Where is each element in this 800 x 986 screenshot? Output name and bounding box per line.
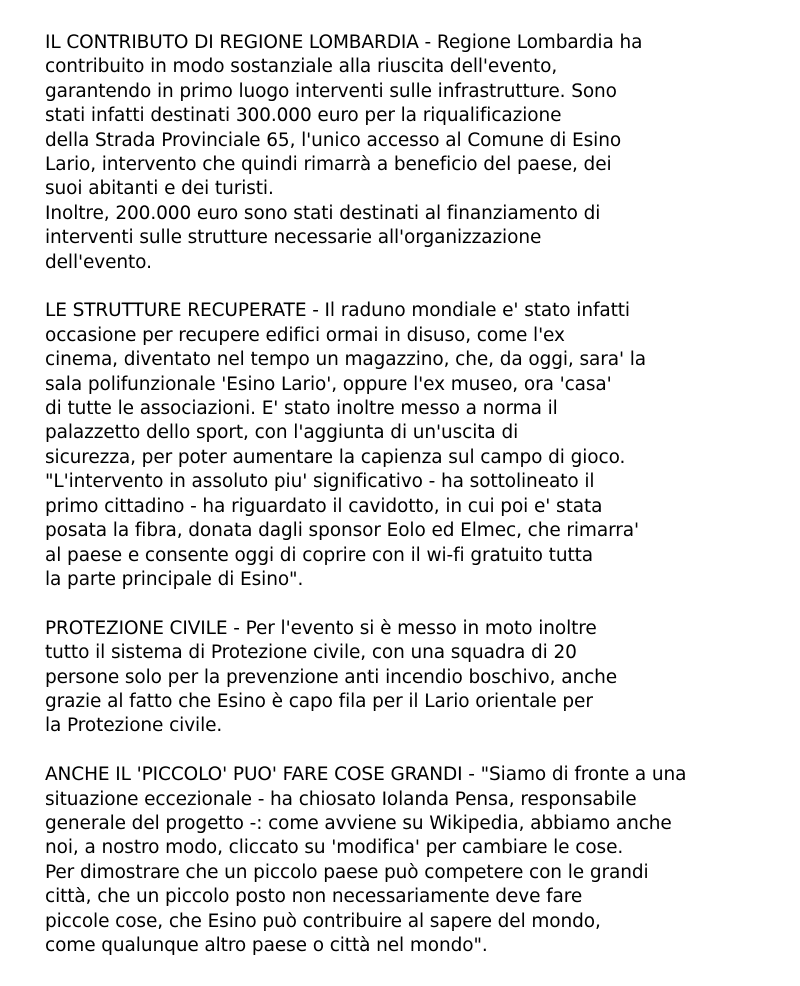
text-line: palazzetto dello sport, con l'aggiunta di un'uscita di: [45, 422, 519, 444]
text-line: cinema, diventato nel tempo un magazzino, che, da oggi, sara' la: [45, 349, 647, 371]
text-line: interventi sulle strutture necessarie all'organizzazione: [45, 227, 542, 249]
paragraph-strutture-recuperate: [45, 299, 790, 592]
text-line: posata la fibra, donata dagli sponsor Eolo ed Elmec, che rimarra': [45, 520, 640, 542]
text-line: Per dimostrare che un piccolo paese può competere con le grandi: [45, 861, 649, 883]
text-line: grazie al fatto che Esino è capo fila per il Lario orientale per: [45, 690, 593, 712]
text-line: ANCHE IL 'PICCOLO' PUO' FARE COSE GRANDI - "Siamo di fronte a una: [45, 764, 687, 786]
text-line: occasione per recupere edifici ormai in disuso, come l'ex: [45, 324, 565, 346]
document-body: [45, 31, 790, 983]
text-line: garantendo in primo luogo interventi sulle infrastrutture. Sono: [45, 80, 617, 102]
text-line: sicurezza, per poter aumentare la capienza sul campo di gioco.: [45, 446, 626, 468]
text-line: noi, a nostro modo, cliccato su 'modifica' per cambiare le cose.: [45, 837, 624, 859]
text-line: sala polifunzionale 'Esino Lario', oppure l'ex museo, ora 'casa': [45, 373, 612, 395]
text-line: Lario, intervento che quindi rimarrà a beneficio del paese, dei: [45, 154, 612, 176]
text-line: "L'intervento in assoluto piu' significativo - ha sottolineato il: [45, 471, 595, 493]
text-line: dell'evento.: [45, 251, 152, 273]
text-line: tutto il sistema di Protezione civile, con una squadra di 20: [45, 642, 577, 664]
text-line: al paese e consente oggi di coprire con il wi-fi gratuito tutta: [45, 544, 594, 566]
text-line: piccole cose, che Esino può contribuire al sapere del mondo,: [45, 910, 601, 932]
paragraph-piccolo-cose-grandi: [45, 763, 790, 958]
text-line: IL CONTRIBUTO DI REGIONE LOMBARDIA - Regione Lombardia ha: [45, 32, 643, 53]
text-line: della Strada Provinciale 65, l'unico accesso al Comune di Esino: [45, 129, 622, 151]
text-line: stati infatti destinati 300.000 euro per la riqualificazione: [45, 105, 562, 127]
text-line: situazione eccezionale - ha chiosato Iolanda Pensa, responsabile: [45, 788, 637, 810]
text-line: la parte principale di Esino".: [45, 568, 304, 590]
paragraph-regione-lombardia: [45, 31, 790, 275]
text-line: PROTEZIONE CIVILE - Per l'evento si è messo in moto inoltre: [45, 617, 597, 639]
text-line: come qualunque altro paese o città nel mondo".: [45, 934, 488, 956]
text-line: la Protezione civile.: [45, 715, 223, 737]
text-line: persone solo per la prevenzione anti incendio boschivo, anche: [45, 666, 618, 688]
text-line: primo cittadino - ha riguardato il cavidotto, in cui poi e' stata: [45, 495, 603, 517]
text-line: contribuito in modo sostanziale alla riuscita dell'evento,: [45, 56, 558, 78]
text-line: LE STRUTTURE RECUPERATE - Il raduno mondiale e' stato infatti: [45, 300, 630, 322]
text-line: suoi abitanti e dei turisti.: [45, 178, 274, 200]
text-line: città, che un piccolo posto non necessariamente deve fare: [45, 886, 583, 908]
paragraph-protezione-civile: [45, 617, 790, 739]
text-line: di tutte le associazioni. E' stato inoltre messo a norma il: [45, 398, 558, 420]
text-line: Inoltre, 200.000 euro sono stati destinati al finanziamento di: [45, 202, 601, 224]
text-line: generale del progetto -: come avviene su Wikipedia, abbiamo anche: [45, 812, 672, 834]
